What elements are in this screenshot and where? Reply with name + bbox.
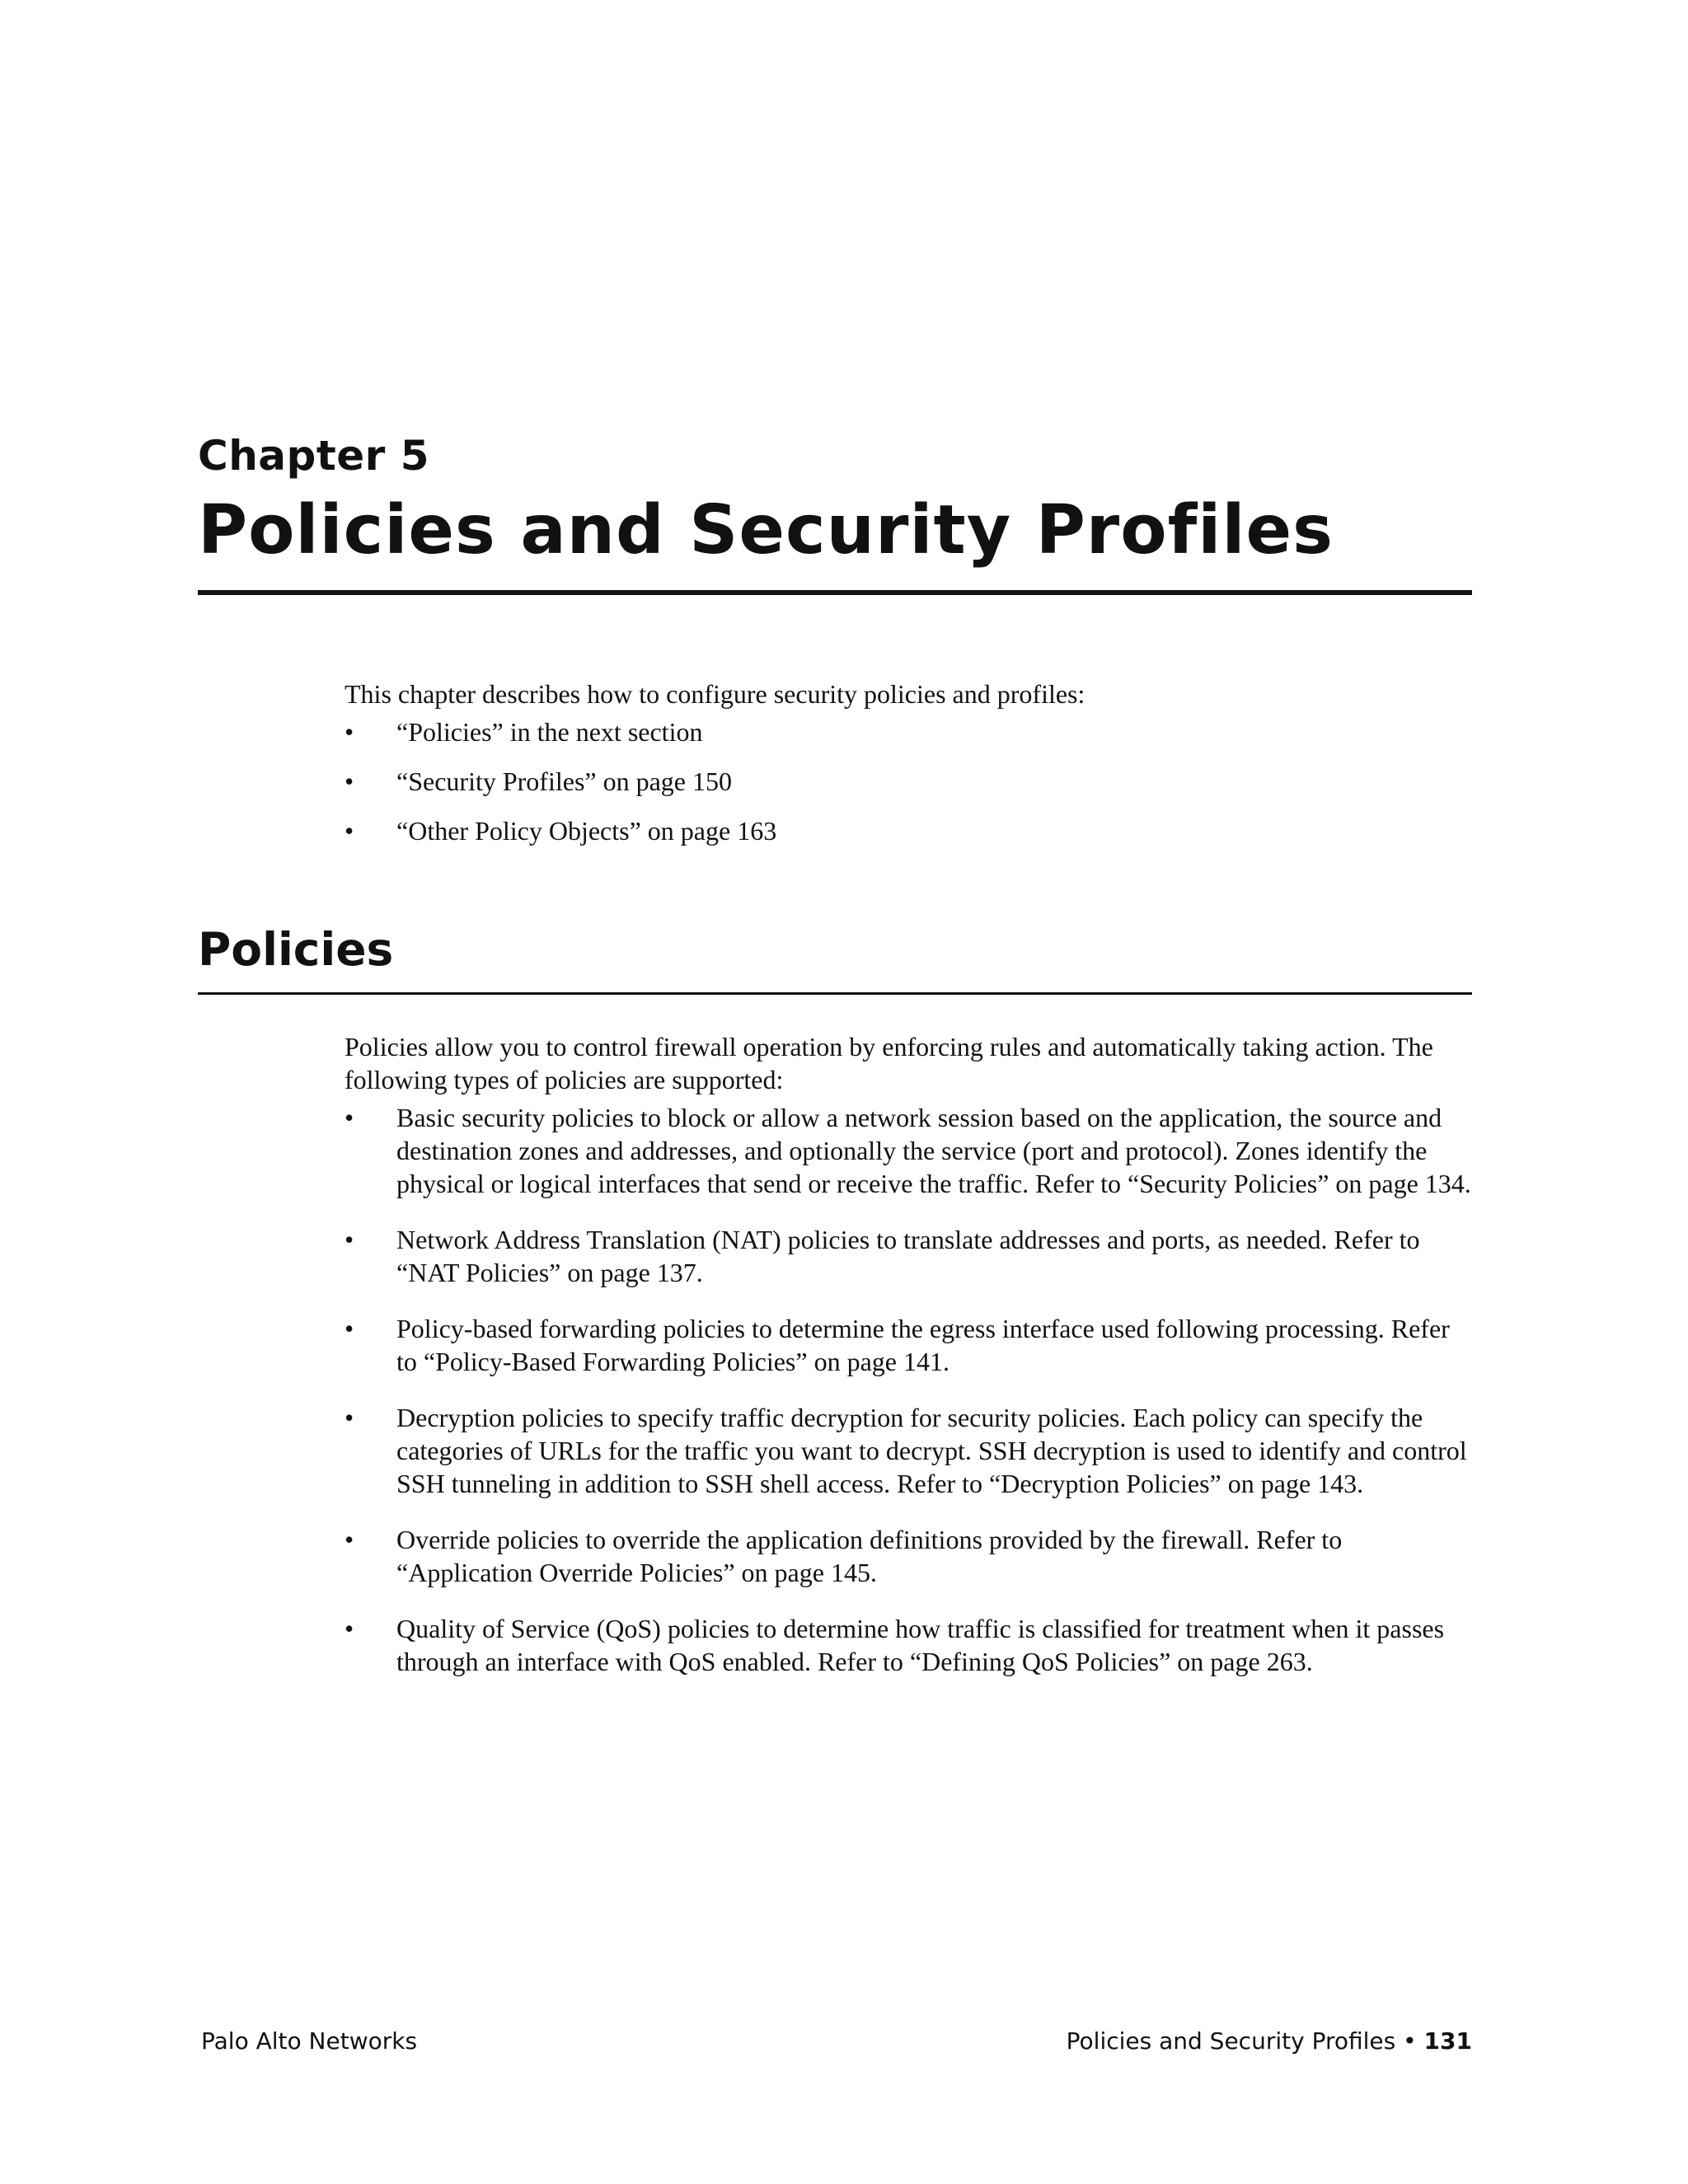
bullet-icon: •: [345, 1225, 354, 1254]
policy-type-override: Override policies to override the application definitions provided by the firewall. Refer to “Application Override Policies” on page 145.: [396, 1525, 1343, 1587]
policy-type-item: [345, 1523, 1472, 1589]
bullet-icon: •: [345, 1614, 354, 1643]
intro-list-item: [345, 814, 1472, 847]
bullet-icon: •: [345, 1525, 354, 1554]
policy-type-item: [345, 1223, 1472, 1289]
footer-running-title: [1067, 2027, 1472, 2055]
policy-type-item: [345, 1312, 1472, 1378]
intro-item-policies: “Policies” in the next section: [396, 717, 703, 747]
intro-list-item: [345, 765, 1472, 798]
intro-list: [345, 715, 1472, 847]
page-number: 131: [1423, 2027, 1472, 2055]
policy-type-item: [345, 1612, 1472, 1678]
policy-type-item: [345, 1401, 1472, 1500]
intro-text: This chapter describes how to configure security policies and profiles:: [345, 679, 1085, 709]
chapter-intro: [345, 677, 1472, 864]
policies-section-body: [345, 1030, 1472, 1701]
policies-paragraph: Policies allow you to control firewall operation by enforcing rules and automatically taking action. The following types of policies are supported:: [345, 1032, 1433, 1094]
policy-type-qos: Quality of Service (QoS) policies to determine how traffic is classified for treatment when it passes through an interface with QoS enabled. Refer to “Defining QoS Policies” on page 263.: [396, 1614, 1445, 1676]
footer-chapter-title: Policies and Security Profiles: [1066, 2027, 1396, 2055]
intro-list-item: [345, 715, 1472, 748]
chapter-title-rule: [198, 590, 1472, 595]
footer-separator: •: [1403, 2027, 1417, 2055]
bullet-icon: •: [345, 1103, 354, 1132]
section-title-policies: Policies: [198, 923, 394, 976]
section-rule: [198, 992, 1472, 995]
policy-types-list: [345, 1101, 1472, 1678]
chapter-title: Policies and Security Profiles: [198, 491, 1334, 569]
intro-item-security-profiles: “Security Profiles” on page 150: [396, 766, 732, 796]
policy-type-decryption: Decryption policies to specify traffic decryption for security policies. Each policy can specify the categories of URLs for the traffic you want to decrypt. SSH decryption is used to identify and control SSH tunneling in addition to SSH shell access. Refer to “Decryption Policies” on page 143.: [396, 1403, 1467, 1498]
policy-type-nat: Network Address Translation (NAT) policies to translate addresses and ports, as needed. Refer to “NAT Policies” on page 137.: [396, 1225, 1420, 1287]
bullet-icon: •: [345, 1314, 354, 1343]
footer-company: Palo Alto Networks: [201, 2027, 418, 2055]
chapter-label: Chapter 5: [198, 432, 429, 480]
bullet-icon: •: [345, 766, 354, 796]
intro-item-other-policy-objects: “Other Policy Objects” on page 163: [396, 816, 777, 846]
policy-type-pbf: Policy-based forwarding policies to determine the egress interface used following processing. Refer to “Policy-Based Forwarding Policies” on page 141.: [396, 1314, 1450, 1376]
bullet-icon: •: [345, 1403, 354, 1432]
policy-type-item: [345, 1101, 1472, 1200]
bullet-icon: •: [345, 717, 354, 747]
bullet-icon: •: [345, 816, 354, 846]
policy-type-security: Basic security policies to block or allow a network session based on the application, the source and destination zones and addresses, and optionally the service (port and protocol). Zones identify the physical or logical interfaces that send or receive the traffic. Refer to “Security Policies” on page 134.: [396, 1103, 1471, 1198]
